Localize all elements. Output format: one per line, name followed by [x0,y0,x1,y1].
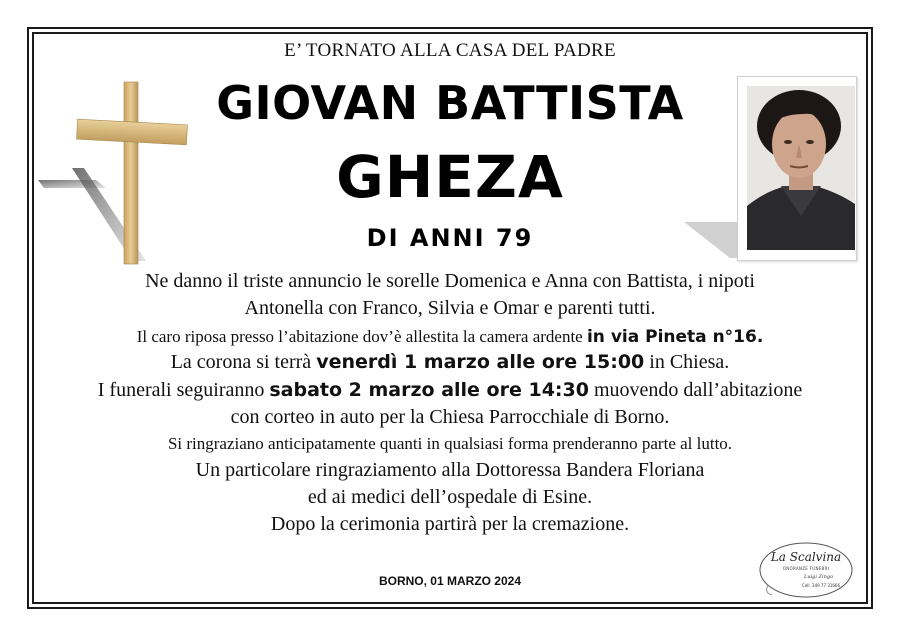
wake-address: in via Pineta n°16. [586,327,764,347]
deceased-surname: GHEZA [336,143,564,211]
cremation-line: Dopo la cerimonia partirà per la cremazione. [270,513,630,535]
special-thanks-line-1: Un particolare ringraziamento alla Dottoressa Bandera Floriana [195,459,705,481]
logo-phone: Cell. 349 77 31666 [802,583,841,588]
portrait-photo [747,86,855,250]
funeral-line [40,379,860,402]
wake-location-text: Il caro riposa presso l’abitazione dov’è allestita la camera ardente [136,327,587,346]
rosary-text: La corona si terrà [170,351,317,373]
announcement-line-2: Antonella con Franco, Silvia e Omar e parenti tutti. [244,297,656,319]
rosary-place: in Chiesa. [644,351,730,373]
procession-line: con corteo in auto per la Chiesa Parrocchiale di Borno. [230,406,670,428]
funeral-datetime: sabato 2 marzo alle ore 14:30 [269,379,589,401]
funeral-home-logo [758,541,854,599]
thanks-line: Si ringraziano anticipatamente quanti in qualsiasi forma prenderanno parte al lutto. [167,434,733,453]
wake-location-line [40,327,860,347]
rosary-datetime: venerdì 1 marzo alle ore 15:00 [316,351,645,373]
funeral-departure: muovendo dall’abitazione [588,379,803,401]
logo-name: La Scalvina [770,550,842,564]
logo-contact-name: Luigi Zingo [804,574,834,580]
deceased-age: DI ANNI 79 [366,224,534,252]
notice-date: BORNO, 01 MARZO 2024 [378,574,522,588]
deceased-first-name: GIOVAN BATTISTA [216,76,684,130]
headline: E’ TORNATO ALLA CASA DEL PADRE [284,40,616,61]
special-thanks-line-2: ed ai medici dell’ospedale di Esine. [307,486,593,508]
funeral-text: I funerali seguiranno [97,379,270,401]
rosary-line [40,351,860,374]
portrait-photo-frame [737,76,857,261]
logo-subtitle: ONORANZE FUNEBRI [782,566,830,571]
announcement-line-1: Ne danno il triste annuncio le sorelle Domenica e Anna con Battista, i nipoti [145,270,755,292]
